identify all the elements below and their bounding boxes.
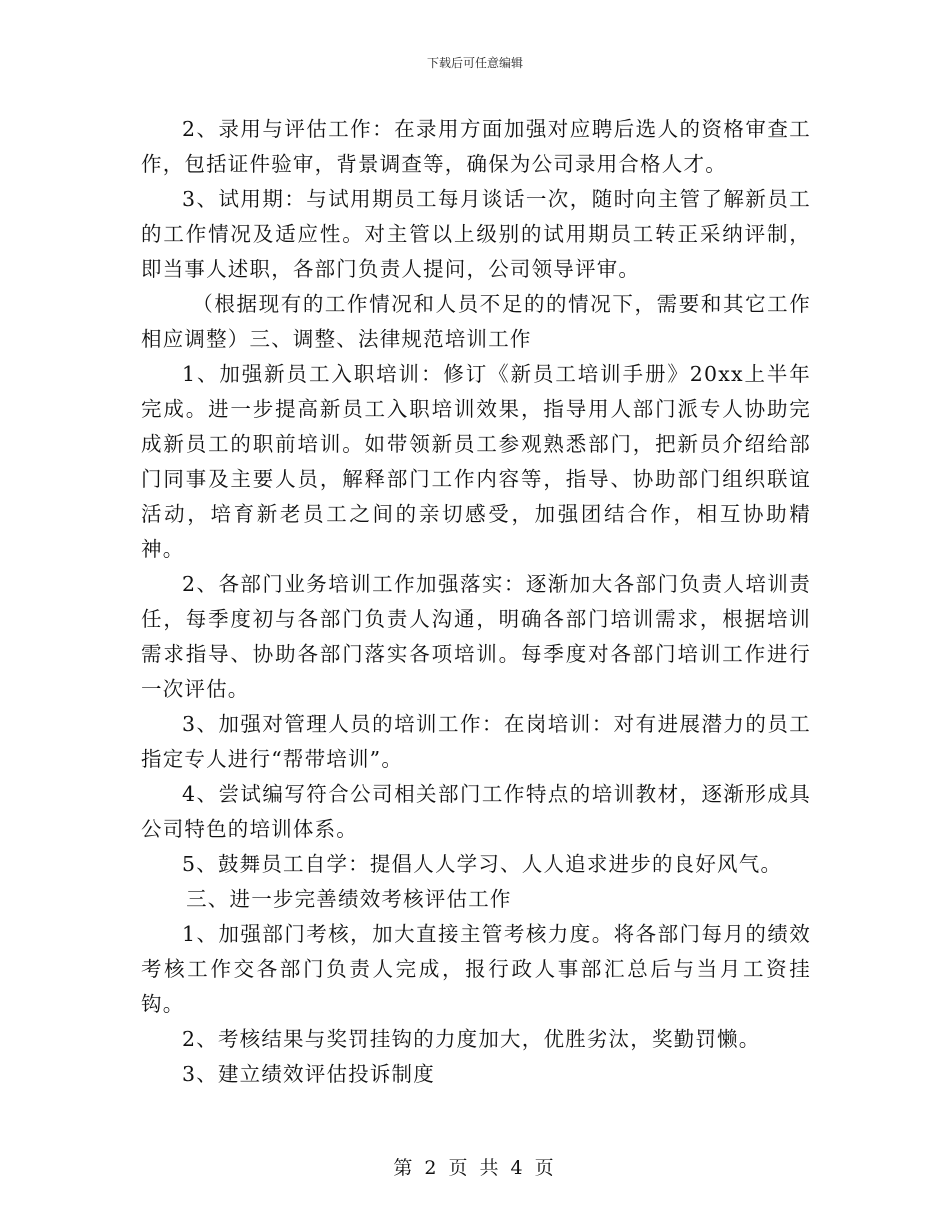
paragraph-self-study: 5、鼓舞员工自学：提倡人人学习、人人追求进步的良好风气。	[182, 852, 783, 876]
paragraph-adjustment-note: （根据现有的工作情况和人员不足的的情况下，需要和其它工作相应调整）三、调整、法律规范培训工作	[141, 292, 811, 351]
page-number: 第 2 页 共 4 页	[393, 1157, 557, 1179]
download-note: 下载后可任意编辑	[426, 56, 523, 70]
document-body	[141, 112, 811, 1092]
paragraph-department-assessment: 1、加强部门考核，加大直接主管考核力度。将各部门每月的绩效考核工作交各部门负责人完成，报行政人事部汇总后与当月工资挂钩。	[141, 922, 811, 1016]
paragraph-probation: 3、试用期：与试用期员工每月谈话一次，随时向主管了解新员工的工作情况及适应性。对主管以上级别的试用期员工转正采纳评制，即当事人述职，各部门负责人提问，公司领导评审。	[141, 187, 811, 281]
paragraph-recruitment-evaluation: 2、录用与评估工作：在录用方面加强对应聘后选人的资格审查工作，包括证件验审，背景调查等，确保为公司录用合格人才。	[141, 117, 811, 176]
paragraph-training-materials: 4、尝试编写符合公司相关部门工作特点的培训教材，逐渐形成具公司特色的培训体系。	[141, 782, 811, 841]
paragraph-department-training: 2、各部门业务培训工作加强落实：逐渐加大各部门负责人培训责任，每季度初与各部门负责人沟通，明确各部门培训需求，根据培训需求指导、协助各部门落实各项培训。每季度对各部门培训工作进行一次评估。	[141, 572, 811, 701]
paragraph-new-employee-training: 1、加强新员工入职培训：修订《新员工培训手册》20xx上半年完成。进一步提高新员工入职培训效果，指导用人部门派专人协助完成新员工的职前培训。如带领新员工参观熟悉部门，把新员介绍给部门同事及主要人员，解释部门工作内容等，指导、协助部门组织联谊活动，培育新老员工之间的亲切感受，加强团结合作，相互协助精神。	[141, 362, 811, 561]
paragraph-reward-penalty: 2、考核结果与奖罚挂钩的力度加大，优胜劣汰，奖勤罚懒。	[182, 1027, 761, 1051]
paragraph-complaint-system: 3、建立绩效评估投诉制度	[182, 1062, 435, 1086]
paragraph-management-training: 3、加强对管理人员的培训工作：在岗培训：对有进展潜力的员工指定专人进行“帮带培训”。	[141, 712, 811, 771]
section-heading-performance: 三、进一步完善绩效考核评估工作	[186, 887, 512, 911]
